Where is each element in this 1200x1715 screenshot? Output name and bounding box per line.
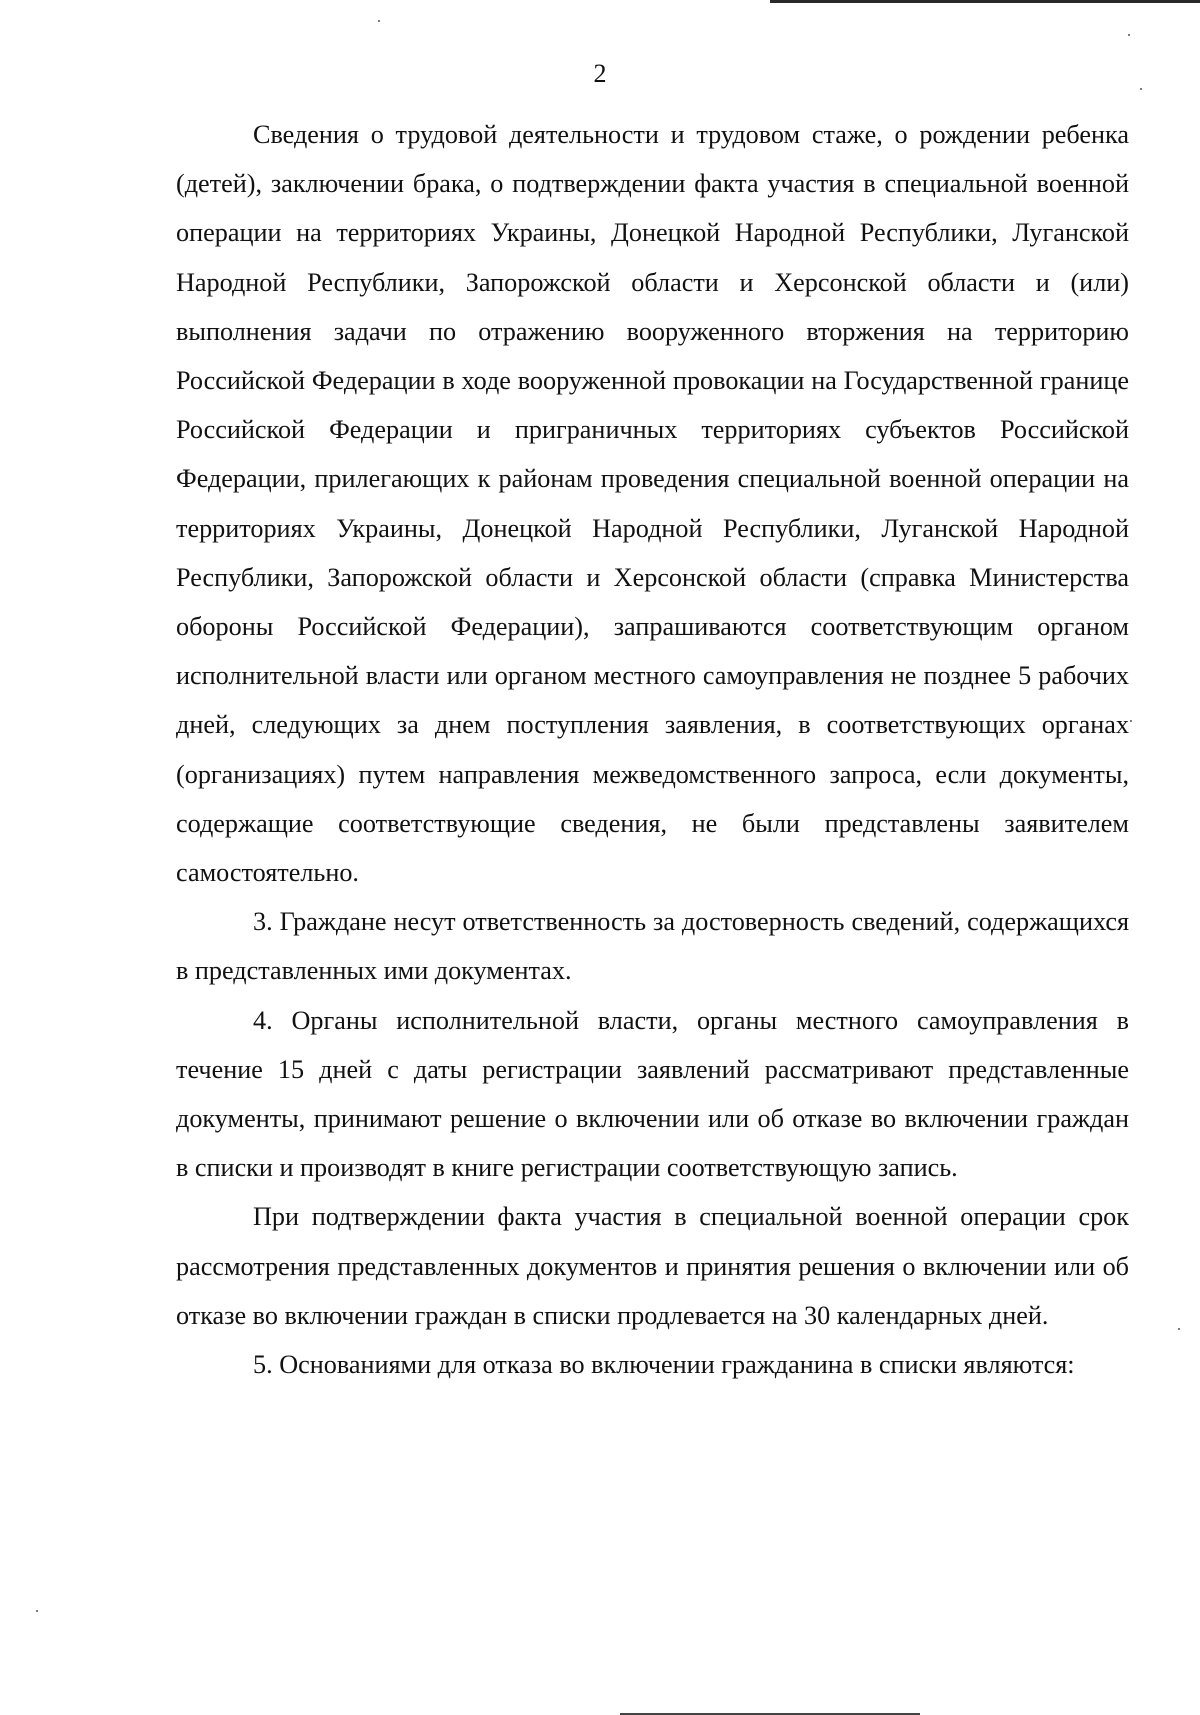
paragraph-item-5: 5. Основаниями для отказа во включении гражданина в списки являются: — [253, 1350, 1075, 1380]
scan-speck — [1128, 34, 1130, 36]
document-body — [176, 110, 1129, 1389]
scan-speck — [378, 20, 380, 22]
page-number: 2 — [593, 59, 607, 88]
scan-speck — [36, 1610, 38, 1612]
paragraph-extension: При подтверждении факта участия в специальной военной операции срок рассмотрения представленных документов и принятия решения о включении или об отказе во включении граждан в списки продлевается на 30 календарных дней. — [176, 1202, 1129, 1330]
scan-speck — [1178, 1328, 1180, 1330]
paragraph-item-3: 3. Граждане несут ответственность за достоверность сведений, содержащихся в представленных ими документах. — [176, 907, 1129, 986]
scan-edge-line — [770, 0, 1200, 3]
scan-speck — [1140, 88, 1142, 90]
paragraph-information-requests: Сведения о трудовой деятельности и трудовом стаже, о рождении ребенка (детей), заключении брака, о подтверждении факта участия в специальной военной операции на территориях Украины, Донецкой Народной Республики, Луганской Народной Республики, Запорожской области и Херсонской области и (или) выполнения задачи по отражению вооруженного вторжения на территорию Российской Федерации в ходе вооруженной провокации на Государственной границе Российской Федерации и приграничных территориях субъектов Российской Федерации, прилегающих к районам проведения специальной военной операции на территориях Украины, Донецкой Народной Республики, Луганской Народной Республики, Запорожской области и Херсонской области (справка Министерства обороны Российской Федерации), запрашиваются соответствующим органом исполнительной власти или органом местного самоуправления не позднее 5 рабочих дней, следующих за днем поступления заявления, в соответствующих органах (организациях) путем направления межведомственного запроса, если документы, содержащие соответствующие сведения, не были представлены заявителем самостоятельно. — [176, 120, 1129, 888]
scan-speck — [1130, 720, 1132, 722]
paragraph-item-4: 4. Органы исполнительной власти, органы местного самоуправления в течение 15 дней с даты регистрации заявлений рассматривают представленные документы, принимают решение о включении или об отказе во включении граждан в списки и производят в книге регистрации соответствующую запись. — [176, 1005, 1129, 1183]
